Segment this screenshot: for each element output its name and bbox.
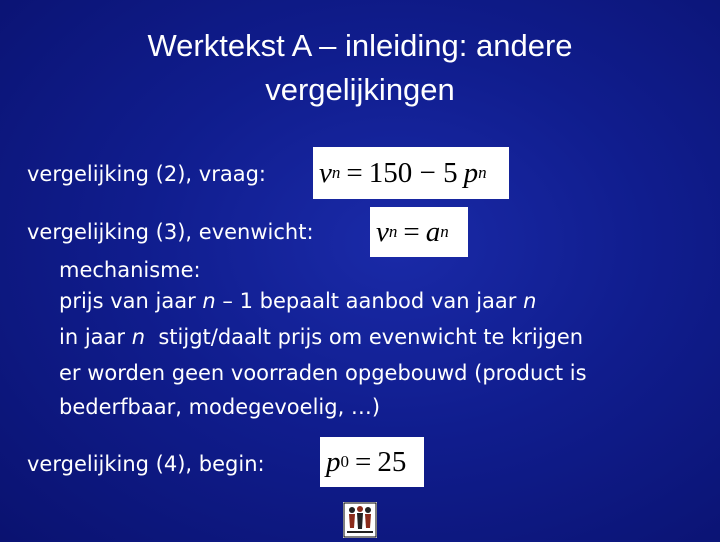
- eq3-lhs-sub: n: [388, 222, 398, 241]
- mechanism-line-1: [59, 287, 536, 315]
- mechanism-line-2-n: n: [131, 325, 146, 349]
- eq3-rhs-var: a: [425, 215, 441, 248]
- mechanism-line-2-a: in jaar: [59, 325, 132, 349]
- eq4-rhs: 25: [377, 445, 407, 478]
- eq4-label: vergelijking (4), begin:: [27, 452, 265, 476]
- institution-logo-icon: [343, 502, 377, 538]
- eq2-label: vergelijking (2), vraag:: [27, 162, 266, 186]
- mechanism-line-1-a: prijs van jaar: [59, 289, 203, 313]
- mechanism-line-1-n2: n: [523, 289, 537, 313]
- mechanism-line-2-b: stijgt/daalt prijs om evenwicht te krijgen: [145, 325, 584, 349]
- eq4-lhs-sub: 0: [340, 452, 349, 471]
- mechanism-heading: mechanisme:: [59, 258, 201, 282]
- eq2-lhs-sub: n: [331, 163, 341, 182]
- eq3-rhs-sub: n: [440, 222, 449, 241]
- mechanism-line-4: bederfbaar, modegevoelig, …): [59, 395, 381, 419]
- mechanism-line-3: er worden geen voorraden opgebouwd (product is: [59, 361, 587, 385]
- eq4-formula: [320, 437, 424, 487]
- eq2-rhs-var: p: [463, 156, 479, 189]
- eq4-lhs: p: [326, 445, 341, 478]
- eq3-formula: [370, 207, 468, 257]
- eq2-rhs-num: 150 − 5: [368, 156, 458, 189]
- eq3-label: vergelijking (3), evenwicht:: [27, 220, 314, 244]
- eq3-eq: =: [403, 215, 420, 248]
- eq4-eq: =: [355, 445, 372, 478]
- eq3-lhs: v: [376, 215, 389, 248]
- eq2-rhs-sub: n: [478, 163, 487, 182]
- mechanism-line-1-n1: n: [202, 289, 216, 313]
- title-line-2: vergelijkingen: [265, 72, 455, 107]
- title-line-1: Werktekst A – inleiding: andere: [147, 28, 573, 63]
- slide-title: [40, 24, 680, 112]
- eq2-lhs: v: [319, 156, 332, 189]
- mechanism-line-1-b: – 1 bepaalt aanbod van jaar: [215, 289, 524, 313]
- mechanism-line-2: [59, 323, 583, 351]
- eq2-formula: [313, 147, 509, 199]
- eq2-eq: =: [346, 156, 363, 189]
